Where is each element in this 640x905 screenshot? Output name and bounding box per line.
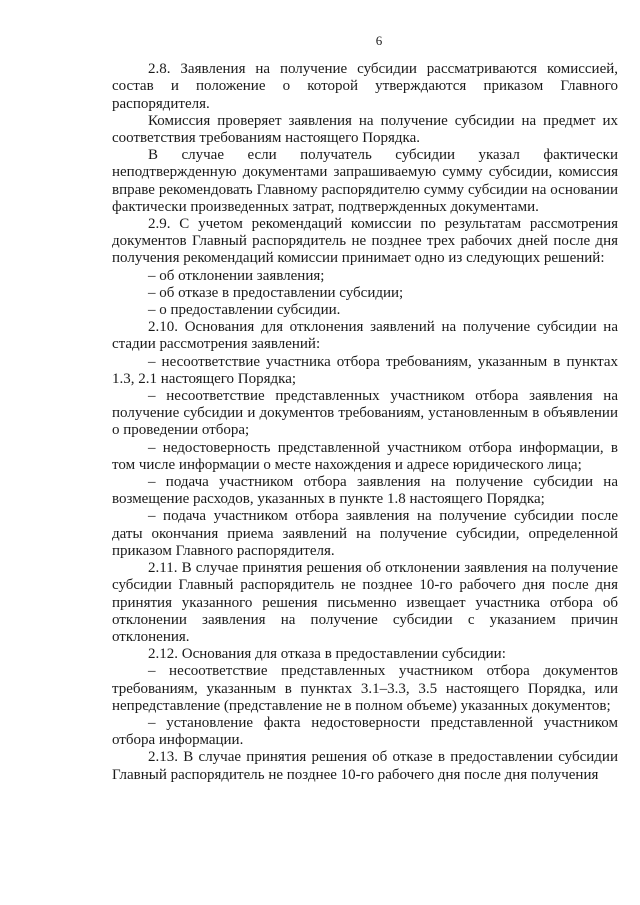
list-item-participant-mismatch: – несоответствие участника отбора требованиям, указанным в пунктах 1.3, 2.1 настоящего Порядка; <box>112 353 618 387</box>
list-item-refusal: – об отказе в предоставлении субсидии; <box>148 284 404 301</box>
list-item-rejection: – об отклонении заявления; <box>148 267 325 284</box>
paragraph-2-10: 2.10. Основания для отклонения заявлений на получение субсидии на стадии рассмотрения заявлений: <box>112 319 618 353</box>
paragraph-2-9: 2.9. С учетом рекомендаций комиссии по результатам рассмотрения документов Главный распорядитель не позднее трех рабочих дней после дня получения рекомендаций комиссии принимает одно из следующих решений: <box>112 216 618 267</box>
paragraph-unconfirmed-sum: В случае если получатель субсидии указал фактически неподтвержденную документами запрашиваемую сумму субсидии, комиссия вправе рекомендовать Главному распорядителю сумму субсидии на основании фактически произведенных затрат, подтвержденных документами. <box>112 147 618 215</box>
paragraph-commission-check: Комиссия проверяет заявления на получение субсидии на предмет их соответствия требованиям настоящего Порядка. <box>112 112 618 147</box>
list-item-granting: – о предоставлении субсидии. <box>148 302 341 319</box>
list-item-expense-reimbursement: – подача участником отбора заявления на получение субсидии на возмещение расходов, указанных в пункте 1.8 настоящего Порядка; <box>112 474 618 508</box>
list-item-documents-mismatch: – несоответствие представленных участником отбора заявления на получение субсидии и документов требованиям, установленным в объявлении о проведении отбора; <box>112 388 618 439</box>
list-item-false-information: – установление факта недостоверности представленной участником отбора информации. <box>112 714 618 749</box>
list-item-unreliable-info: – недостоверность представленной участником отбора информации, в том числе информации о месте нахождения и адресе юридического лица; <box>112 439 618 473</box>
paragraph-2-8: 2.8. Заявления на получение субсидии рассматриваются комиссией, состав и положение о которой утверждаются приказом Главного распорядителя. <box>112 61 618 112</box>
paragraph-2-12: 2.12. Основания для отказа в предоставлении субсидии: <box>148 646 506 663</box>
list-item-late-submission: – подача участником отбора заявления на получение субсидии после даты окончания приема заявлений на получение субсидии, определенной приказом Главного распорядителя. <box>112 508 618 559</box>
paragraph-2-13: 2.13. В случае принятия решения об отказе в предоставлении субсидии Главный распорядитель не позднее 10-го рабочего дня после дня получения <box>112 749 618 783</box>
page-number: 6 <box>375 33 383 48</box>
paragraph-2-11: 2.11. В случае принятия решения об отклонении заявления на получение субсидии Главный распорядитель не позднее 10-го рабочего дня после дня принятия указанного решения письменно извещает участника отбора об отклонении заявления на получение субсидии с указанием причин отклонения. <box>112 560 618 645</box>
list-item-documents-requirements: – несоответствие представленных участником отбора документов требованиям, указанным в пунктах 3.1–3.3, 3.5 настоящего Порядка, или непредставление (представление не в полном объеме) указанных документов; <box>112 663 618 714</box>
